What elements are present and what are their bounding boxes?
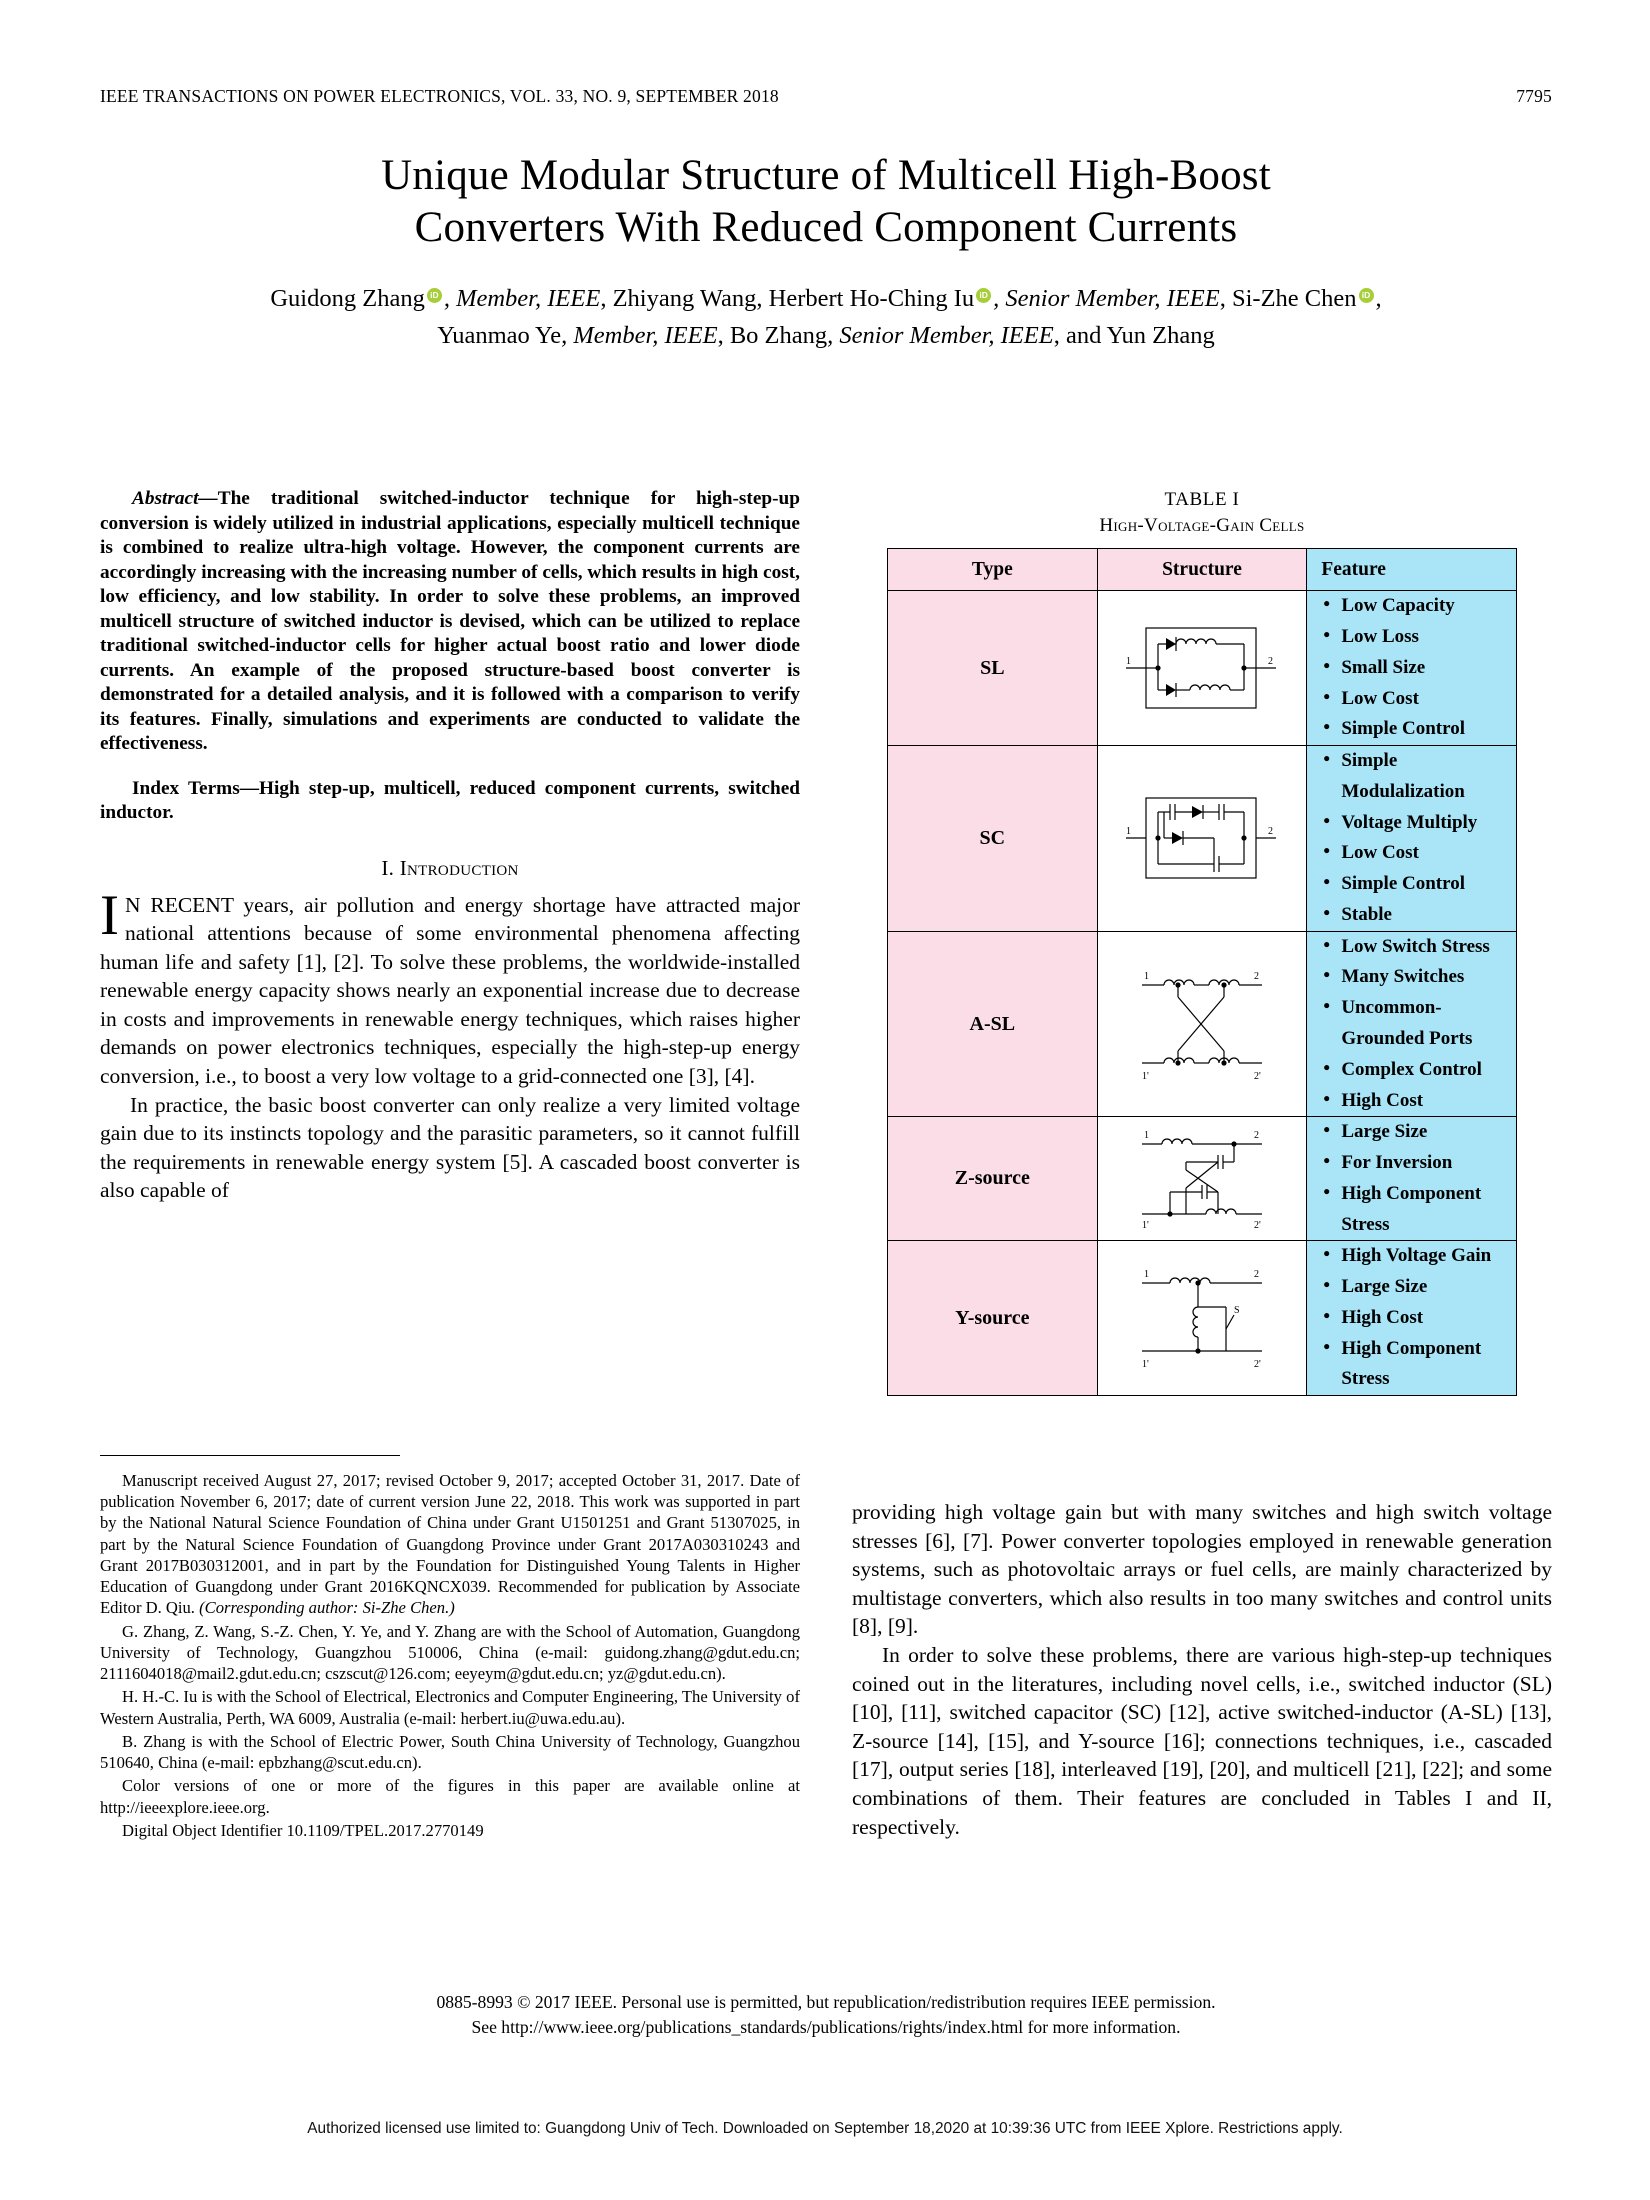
list-item: • Low Cost [1341, 684, 1516, 715]
port-label-1p: 1' [1142, 1071, 1150, 1082]
port-label-1p: 1' [1142, 1219, 1150, 1231]
footnote-color-versions: Color versions of one or more of the figures in this paper are available online at http://ieeexplore.ieee.org. [100, 1776, 800, 1817]
author-name-6: , and Yun Zhang [1053, 321, 1215, 349]
port-label-1: 1 [1144, 971, 1150, 982]
cell-structure-asl [1097, 931, 1307, 1117]
footnote-manuscript [100, 1470, 800, 1619]
cell-structure-sc [1097, 746, 1307, 932]
list-item: • High Cost [1341, 1086, 1516, 1117]
cell-features-asl [1307, 931, 1517, 1117]
author-line-2 [100, 318, 1552, 355]
cell-structure-sl [1097, 591, 1307, 746]
drop-cap: I [100, 883, 119, 947]
list-item: • Small Size [1341, 653, 1516, 684]
cell-structure-zsource [1097, 1117, 1307, 1241]
intro-paragraph-1 [100, 883, 800, 1091]
column-header-feature: Feature [1307, 549, 1517, 591]
cell-type-sc: SC [888, 746, 1098, 932]
abstract-text: The traditional switched-inductor technique for high-step-up conversion is widely utilized in industrial applications, especially multicell technique is combined to realize ultra-high voltage. However, the component currents are accordingly increasing with the increasing number of cells, which results in high cost, low efficiency, and low stability. In order to solve these problems, an improved multicell structure of switched inductor is devised, which can be utilized to replace traditional switched-inductor cells for higher actual boost ratio and lower diode currents. An example of the proposed structure-based boost converter is demonstrated for a detailed analysis, and it is followed with a comparison to verify its features. Finally, simulations and experiments are conducted to validate the effectiveness. [100, 488, 800, 754]
title-line-1: Unique Modular Structure of Multicell High-Boost [381, 152, 1271, 199]
feature-list-sl [1307, 591, 1516, 745]
footnote-affiliation-3: B. Zhang is with the School of Electric Power, South China University of Technology, Guangzhou 510640, China (e-mail: epbzhang@scut.edu.cn). [100, 1731, 800, 1773]
abstract [100, 487, 800, 757]
port-label-1: 1 [1126, 826, 1132, 838]
port-label-2: 2 [1254, 971, 1260, 982]
journal-header: IEEE TRANSACTIONS ON POWER ELECTRONICS, VOL. 33, NO. 9, SEPTEMBER 2018 [100, 86, 779, 106]
list-item: • Low Capacity [1341, 591, 1516, 622]
port-label-2: 2 [1254, 1129, 1260, 1141]
list-item: • Stable [1341, 900, 1516, 931]
cell-structure-ysource [1097, 1241, 1307, 1396]
right-column-text [852, 1498, 1552, 1841]
list-item: • High Voltage Gain [1341, 1241, 1516, 1272]
cell-features-ysource [1307, 1241, 1517, 1396]
author-comma: , [1375, 284, 1382, 312]
author-name: Guidong Zhang [270, 284, 425, 312]
port-label-2: 2 [1254, 1269, 1260, 1281]
feature-list-zsource [1307, 1117, 1516, 1240]
port-label-1: 1 [1126, 656, 1132, 668]
author-name-3: , Si-Zhe Chen [1219, 284, 1357, 312]
list-item: • For Inversion [1341, 1148, 1516, 1179]
list-item: • Simple Control [1341, 869, 1516, 900]
feature-list-asl [1307, 932, 1516, 1117]
list-item: • High Component Stress [1341, 1179, 1516, 1241]
port-label-1p: 1' [1142, 1359, 1150, 1371]
table-row [888, 1241, 1517, 1396]
column-header-type: Type [888, 549, 1098, 591]
title-block [100, 150, 1552, 354]
footnote-affiliation-2: H. H.-C. Iu is with the School of Electrical, Electronics and Computer Engineering, The University of Western Australia, Perth, WA 6009, Australia (e-mail: herbert.iu@uwa.edu.au). [100, 1687, 800, 1728]
asl-circuit-diagram [1114, 963, 1289, 1085]
right-column [852, 487, 1552, 1396]
table-caption [852, 487, 1552, 538]
cell-features-sc [1307, 746, 1517, 932]
author-membership: , Member, IEEE [443, 284, 601, 312]
orcid-icon[interactable] [1359, 288, 1374, 303]
list-item: • High Component Stress [1341, 1334, 1516, 1396]
feature-list-sc [1307, 746, 1516, 931]
cell-type-asl: A-SL [888, 931, 1098, 1117]
section-heading-introduction: I. Introduction [381, 855, 519, 880]
list-item: • Low Loss [1341, 622, 1516, 653]
author-name-4: Yuanmao Ye [437, 321, 562, 349]
table-caption-line-1: TABLE I [1164, 489, 1240, 510]
author-membership-2: , Senior Member, IEEE [993, 284, 1220, 312]
index-terms [100, 777, 800, 826]
list-item: • Complex Control [1341, 1055, 1516, 1086]
orcid-icon[interactable] [427, 288, 442, 303]
list-item: • Low Cost [1341, 838, 1516, 869]
abstract-label: Abstract— [132, 488, 218, 509]
list-item: • Large Size [1341, 1272, 1516, 1303]
author-membership-4: , Senior Member, IEEE [827, 321, 1054, 349]
port-label-1: 1 [1144, 1269, 1150, 1281]
port-label-1: 1 [1144, 1129, 1150, 1141]
port-label-2p: 2' [1254, 1219, 1262, 1231]
list-item: • Simple Control [1341, 714, 1516, 745]
ysource-circuit-diagram [1114, 1263, 1289, 1373]
index-terms-text: High step-up, multicell, reduced component currents, switched inductor. [100, 777, 800, 823]
table-row [888, 591, 1517, 746]
intro-paragraph-2: In practice, the basic boost converter can only realize a very limited voltage gain due to its instincts topology and the parasitic parameters, so it cannot fulfill the requirements in renewable energy system [5]. A cascaded boost converter is also capable of [100, 1092, 800, 1203]
port-label-2: 2 [1268, 826, 1274, 838]
footnote-corresponding-author: (Corresponding author: Si-Zhe Chen.) [199, 1598, 455, 1618]
switch-label-s: S [1234, 1305, 1241, 1317]
port-label-2: 2 [1268, 656, 1274, 668]
sc-circuit-diagram [1114, 782, 1289, 894]
page-title [100, 150, 1552, 255]
title-line-2: Converters With Reduced Component Currents [414, 204, 1238, 252]
left-column [100, 487, 800, 1205]
list-item: • Low Switch Stress [1341, 932, 1516, 963]
cell-type-ysource: Y-source [888, 1241, 1098, 1396]
table-row [888, 1117, 1517, 1241]
cell-type-sl: SL [888, 591, 1098, 746]
list-item: • Many Switches [1341, 962, 1516, 993]
table-row [888, 931, 1517, 1117]
download-license-footer: Authorized licensed use limited to: Guangdong Univ of Tech. Downloaded on September 18,2020 at 10:39:36 UTC from IEEE Xplore. Restrictions apply. [307, 2120, 1343, 2137]
author-membership-3: , Member, IEEE [561, 321, 718, 349]
port-label-2p: 2' [1254, 1071, 1262, 1082]
index-terms-label: Index Terms— [132, 777, 259, 799]
author-line-1 [100, 281, 1552, 318]
page-number: 7795 [1516, 86, 1552, 106]
cell-features-zsource [1307, 1117, 1517, 1241]
table-caption-line-2: High-Voltage-Gain Cells [1099, 514, 1305, 536]
sl-circuit-diagram [1114, 612, 1289, 724]
footnote-doi: Digital Object Identifier 10.1109/TPEL.2017.2770149 [122, 1820, 484, 1840]
feature-list-ysource [1307, 1241, 1516, 1395]
list-item: • Voltage Multiply [1341, 808, 1516, 839]
cell-type-zsource: Z-source [888, 1117, 1098, 1241]
orcid-icon[interactable] [976, 288, 991, 303]
table-header-row [888, 549, 1517, 591]
table-row [888, 746, 1517, 932]
copyright-line-2: See http://www.ieee.org/publications_standards/publications/rights/index.html for more information. [471, 2016, 1181, 2037]
port-label-2p: 2' [1254, 1359, 1262, 1371]
list-item: • Simple Modulalization [1341, 746, 1516, 808]
copyright-block [100, 1990, 1552, 2039]
footnote-manuscript-text: Manuscript received August 27, 2017; revised October 9, 2017; accepted October 31, 2017. Date of publication November 6, 2017; date of current version June 22, 2018. This work was supported in part by the National Natural Science Foundation of China under Grant U1501251 and Grant 51307025, in part by the Natural Science Foundation of Guangdong Province under Grant 2017A030310243 and Grant 2017B030312001, and in part by the Foundation for Distinguished Young Talents in Higher Education of Guangdong under Grant 2016KQNCX039. Recommended for publication by Associate Editor D. Qiu. [100, 1471, 800, 1618]
list-item: • Uncommon-Grounded Ports [1341, 993, 1516, 1055]
high-voltage-gain-cells-table [887, 548, 1517, 1396]
list-item: • High Cost [1341, 1303, 1516, 1334]
footnote-divider [100, 1455, 400, 1456]
author-name-5: , Bo Zhang [717, 321, 828, 349]
right-paragraph-2: In order to solve these problems, there are various high-step-up techniques coined out in the literatures, including novel cells, i.e., switched inductor (SL) [10], [11], switched capacitor (SC) [12], active switched-inductor (A-SL) [13], Z-source [14], [15], and Y-source [16]; connections techniques, i.e., cascaded [17], output series [18], interleaved [19], [20], and multicell [21], [22]; and some combinations of them. Their features are concluded in Tables I and II, respectively. [852, 1642, 1552, 1839]
footnote-affiliation-1: G. Zhang, Z. Wang, S.-Z. Chen, Y. Ye, and Y. Zhang are with the School of Automation, Guangdong University of Technology, Guangzhou 510006, China (e-mail: guidong.zhang@gdut.edu.cn; 2111604018@mail2.gdut.edu.cn; cszscut@126.com; eeyeym@gdut.edu.cn; yz@gdut.edu.cn). [100, 1621, 800, 1684]
intro-paragraph-1-text: N RECENT years, air pollution and energy shortage have attracted major national attentions because of some environmental phenomena affecting human life and safety [1], [2]. To solve these problems, the worldwide-installed renewable energy capacity shows nearly an exponential increase due to decrease in costs and improvements in renewable energy techniques, which raises higher demands on power electronics techniques, especially the high-step-up energy conversion, i.e., to boost a very low voltage to a grid-connected one [3], [4]. [100, 892, 800, 1089]
footnote-block [100, 1470, 800, 1843]
running-head [100, 86, 1552, 107]
table-i [852, 487, 1552, 1396]
author-list [100, 281, 1552, 355]
zsource-circuit-diagram [1114, 1126, 1289, 1232]
author-names-2: , Zhiyang Wang, Herbert Ho-Ching Iu [600, 284, 975, 312]
list-item: • Large Size [1341, 1117, 1516, 1148]
copyright-line-1: 0885-8993 © 2017 IEEE. Personal use is permitted, but republication/redistribution requires IEEE permission. [436, 1992, 1216, 2012]
cell-features-sl [1307, 591, 1517, 746]
column-header-structure: Structure [1097, 549, 1307, 591]
right-paragraph-1: providing high voltage gain but with many switches and high switch voltage stresses [6], [7]. Power converter topologies employed in renewable generation systems, such as photovoltaic arrays or fuel cells, are mainly characterized by multistage converters, which also results in too many switches and control units [8], [9]. [852, 1500, 1552, 1639]
